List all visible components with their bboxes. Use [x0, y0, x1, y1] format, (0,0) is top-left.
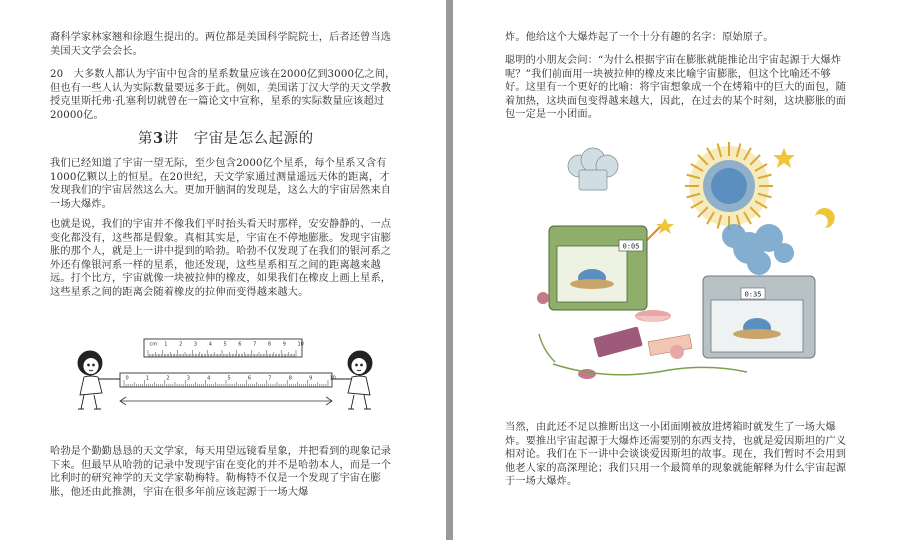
top-ruler-label: 1: [164, 341, 168, 348]
top-ruler-label: cm: [149, 341, 158, 348]
right-paragraph-1: 聪明的小朋友会问：“为什么根据宇宙在膨胀就能推论出宇宙起源于大爆炸呢？”我们前面用一块被拉伸的橡皮来比喻宇宙膨胀，但这个比喻还不够好。这里有一个更好的比喻：将宇宙想象成一个在烤箱中的巨大的面包，随着加热，这块面包变得越来越大，因此，在过去的某个时刻，这块膨胀的面包一定是一小团面。: [505, 55, 847, 121]
right-page: [453, 0, 900, 540]
moon-icon: [815, 208, 835, 228]
star-icon: [773, 148, 795, 168]
top-ruler-label: 9: [282, 341, 286, 348]
left-paragraph-1: 我们已经知道了宇宙一望无际，至少包含2000亿个星系，每个星系又含有1000亿颗以上的恒星。在20世纪，天文学家通过测量遥远天体的距离，才发现我们的宇宙居然这么大。更加开脑洞的发现是，这么大的宇宙居然来自一场大爆炸。: [50, 158, 392, 210]
stretched-ruler-label: 2: [166, 375, 170, 382]
left-top-paragraph: 裔科学家林家翘和徐遐生提出的。两位都是美国科学院院士，后者还曾当选美国天文学会会长。: [50, 32, 392, 57]
oven-bigbang-illustration: [519, 128, 849, 393]
heading-rest: 讲 宇宙是怎么起源的: [163, 131, 314, 147]
top-ruler-label: 3: [193, 341, 198, 348]
top-ruler-label: 5: [223, 341, 227, 348]
stretched-ruler-label: 0: [125, 375, 129, 382]
left-oven: [549, 226, 647, 310]
sunburst-explosion: [685, 142, 773, 230]
girl-left-figure: [78, 351, 120, 409]
stretched-ruler-label: 9: [309, 375, 313, 382]
right-oven: [703, 276, 815, 358]
stretched-ruler-label: 5: [227, 375, 231, 382]
chef-hat: [568, 148, 618, 190]
stretched-ruler-label: 3: [186, 375, 190, 382]
stretched-ruler-label: 7: [268, 375, 272, 382]
right-paragraph-2: 当然，由此还不足以推断出这一小团面刚被放进烤箱时就发生了一场大爆炸。要推出宇宙起源于大爆炸还需要别的东西支持，也就是爱因斯坦的广义相对论。我们在下一讲中会谈谈爱因斯坦的故事。现在，我们暂时不会用到他老人家的高深理论；我们只用一个最简单的现象就能解释为什么宇宙起源于一场大爆炸。: [505, 422, 847, 488]
top-ruler-label: 7: [253, 341, 257, 348]
top-ruler-label: 2: [179, 341, 183, 348]
stretched-ruler-label: 6: [247, 375, 252, 382]
stretched-ruler-label: 10: [329, 375, 336, 382]
top-ruler-label: 10: [297, 341, 304, 348]
left-paragraph-2: 也就是说，我们的宇宙并不像我们平时抬头看天时那样，安安静静的、一点变化都没有，这些都是假象。真相其实是，宇宙在不停地膨胀。发现宇宙膨胀的那个人，就是上一讲中提到的哈勃。哈勃不仅发现了在我们的银河系之外还有像银河系一样的星系，他还发现，这些星系相互之间的距离越来越远。打个比方，宇宙就像一块被拉伸的橡皮，如果我们在橡皮上画上星系，这些星系之间的距离会随着橡皮的拉伸而变得越来越大。: [50, 219, 392, 298]
footnote-20: 20 大多数人都认为宇宙中包含的星系数量应该在2000亿到3000亿之间，但也有一些人认为实际数量要远多于此。例如，美国诺丁汉大学的天文学教授克里斯托弗·孔塞利切就曾在一篇论文中宣称，星系的实际数量应该超过20000亿。: [50, 69, 396, 121]
top-ruler: [144, 339, 304, 357]
stretched-ruler-label: 1: [145, 375, 150, 382]
ruler-illustration: [64, 335, 384, 430]
girl-right-figure: [329, 351, 372, 409]
heading-prefix: 第: [138, 131, 153, 147]
chapter-heading: [138, 130, 378, 148]
top-ruler-label: 6: [238, 341, 242, 348]
left-paragraph-3: 哈勃是个勤勤恳恳的天文学家，每天用望远镜看星象，并把看到的现象记录下来。但最早从哈勃的记录中发现宇宙在变化的并不是哈勃本人，而是一个比利时的研究神学的天文学家勒梅特。勒梅特不仅是一个发现了宇宙在膨胀，他还由此推测，宇宙在很多年前应该起源于一场大爆: [50, 446, 392, 498]
right-oven-clock: 0:35: [744, 290, 762, 299]
left-page: [0, 0, 446, 540]
heading-number: 3: [153, 130, 164, 147]
stretched-ruler-label: 4: [207, 375, 211, 382]
top-ruler-label: 8: [267, 341, 272, 348]
stretch-arrow: [120, 397, 332, 405]
right-top-paragraph: 炸。他给这个大爆炸起了一个十分有趣的名字：原始原子。: [505, 32, 774, 43]
left-oven-clock: 0:05: [622, 242, 640, 251]
top-ruler-label: 4: [208, 341, 212, 348]
stretched-ruler-label: 8: [288, 375, 292, 382]
cloud-plume: [722, 224, 794, 275]
stretched-ruler: [120, 373, 336, 387]
page-gutter: [446, 0, 453, 540]
